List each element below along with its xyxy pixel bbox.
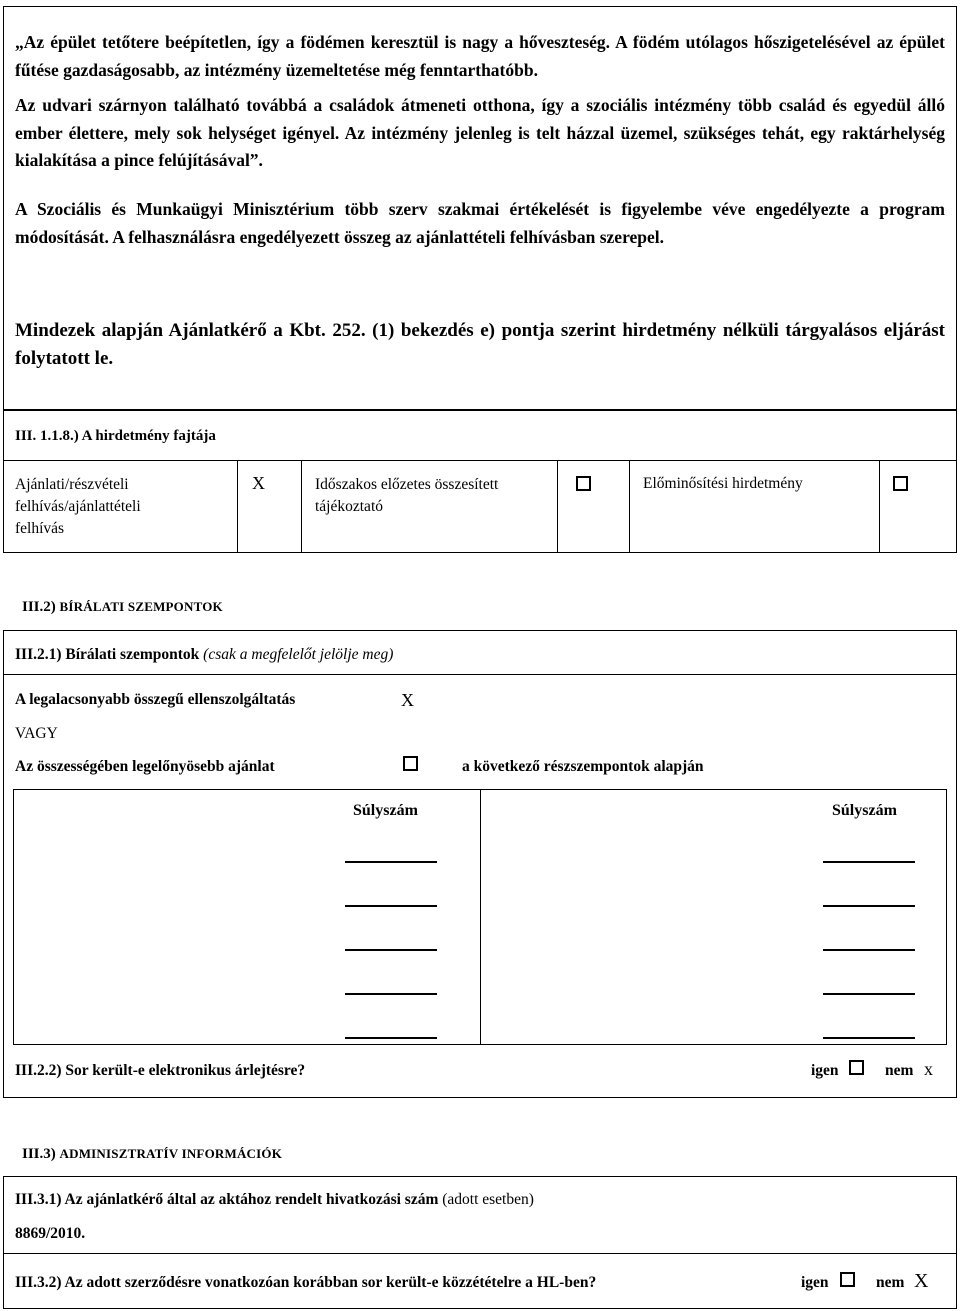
- notice-type-title: III. 1.1.8.) A hirdetmény fajtája: [15, 428, 216, 444]
- weight-field-left-5[interactable]: [345, 1037, 437, 1039]
- weight-field-left-2[interactable]: [345, 905, 437, 907]
- best-value-checkbox[interactable]: [403, 756, 418, 771]
- or-label: VAGY: [15, 725, 58, 742]
- weight-field-right-3[interactable]: [823, 949, 915, 951]
- weight-header-right: Súlyszám: [832, 802, 897, 819]
- weight-field-left-1[interactable]: [345, 861, 437, 863]
- reference-number-title: III.3.1) Az ajánlatkérő által az aktához rendelt hivatkozási szám (adott esetben): [15, 1191, 534, 1208]
- e-auction-yes-checkbox[interactable]: [849, 1060, 864, 1075]
- award-criteria-title: III.2.1) Bírálati szempontok (csak a megfelelőt jelölje meg): [15, 646, 394, 663]
- lowest-price-mark[interactable]: X: [401, 690, 414, 710]
- notice-option-prequalification-checkbox[interactable]: [893, 476, 908, 491]
- subcriteria-label: a következő részszempontok alapján: [462, 758, 704, 775]
- notice-option-prequalification: Előminősítési hirdetmény: [643, 475, 803, 492]
- e-auction-question: III.2.2) Sor került-e elektronikus árlejtésre?: [15, 1062, 306, 1079]
- lowest-price-label: A legalacsonyabb összegű ellenszolgáltatás: [15, 691, 296, 708]
- notice-option-periodic-checkbox[interactable]: [576, 476, 591, 491]
- prior-publication-no-label: nem: [876, 1274, 905, 1291]
- section-2-heading: III.2) BÍRÁLATI SZEMPONTOK: [22, 599, 223, 615]
- e-auction-no-mark[interactable]: x: [924, 1059, 933, 1079]
- paragraph-wing: Az udvari szárnyon található továbbá a családok átmeneti otthona, így a szociális intézmény több család és egyedül álló ember élettere, mely sok helységet igényel. Az intézmény jelenleg is telt házzal üzemel, szükséges tehát, egy raktárhelység kialakítása a pince felújításával”.: [15, 95, 945, 170]
- reference-number-value: 8869/2010.: [15, 1225, 86, 1242]
- paragraph-roof: „Az épület tetőtere beépítetlen, így a födémen keresztül is nagy a hőveszteség. A födém utólagos hőszigetelésével az épület fűtése gazdaságosabb, az intézmény üzemeltetése még fenntarthatóbb.: [15, 32, 945, 80]
- e-auction-yes-label: igen: [811, 1062, 839, 1079]
- section-3-heading: III.3) ADMINISZTRATÍV INFORMÁCIÓK: [22, 1146, 283, 1162]
- weight-field-right-1[interactable]: [823, 861, 915, 863]
- e-auction-no-label: nem: [885, 1062, 914, 1079]
- weight-field-right-5[interactable]: [823, 1037, 915, 1039]
- notice-option-periodic: Időszakos előzetes összesített tájékoztató: [315, 476, 499, 515]
- weight-field-right-4[interactable]: [823, 993, 915, 995]
- paragraph-ministry: A Szociális és Munkaügyi Minisztérium több szerv szakmai értékelését is figyelembe véve engedélyezte a program módosítását. A felhasználásra engedélyezett összeg az ajánlattételi felhívásban szerepel.: [15, 199, 945, 247]
- prior-publication-yes-checkbox[interactable]: [840, 1272, 855, 1287]
- notice-option-call-mark[interactable]: X: [252, 473, 265, 493]
- weight-header-left: Súlyszám: [353, 802, 418, 819]
- paragraph-procedure: Mindezek alapján Ajánlatkérő a Kbt. 252. (1) bekezdés e) pontja szerint hirdetmény nélküli tárgyalásos eljárást folytatott le.: [15, 320, 945, 369]
- weight-field-left-4[interactable]: [345, 993, 437, 995]
- prior-publication-no-mark[interactable]: X: [914, 1270, 929, 1292]
- prior-publication-yes-label: igen: [801, 1274, 829, 1291]
- notice-option-call: Ajánlati/részvételi felhívás/ajánlattételi felhívás: [15, 476, 141, 537]
- best-value-label: Az összességében legelőnyösebb ajánlat: [15, 758, 275, 775]
- prior-publication-question: III.3.2) Az adott szerződésre vonatkozóan korábban sor került-e közzétételre a HL-ben?: [15, 1274, 597, 1291]
- weight-field-left-3[interactable]: [345, 949, 437, 951]
- weight-field-right-2[interactable]: [823, 905, 915, 907]
